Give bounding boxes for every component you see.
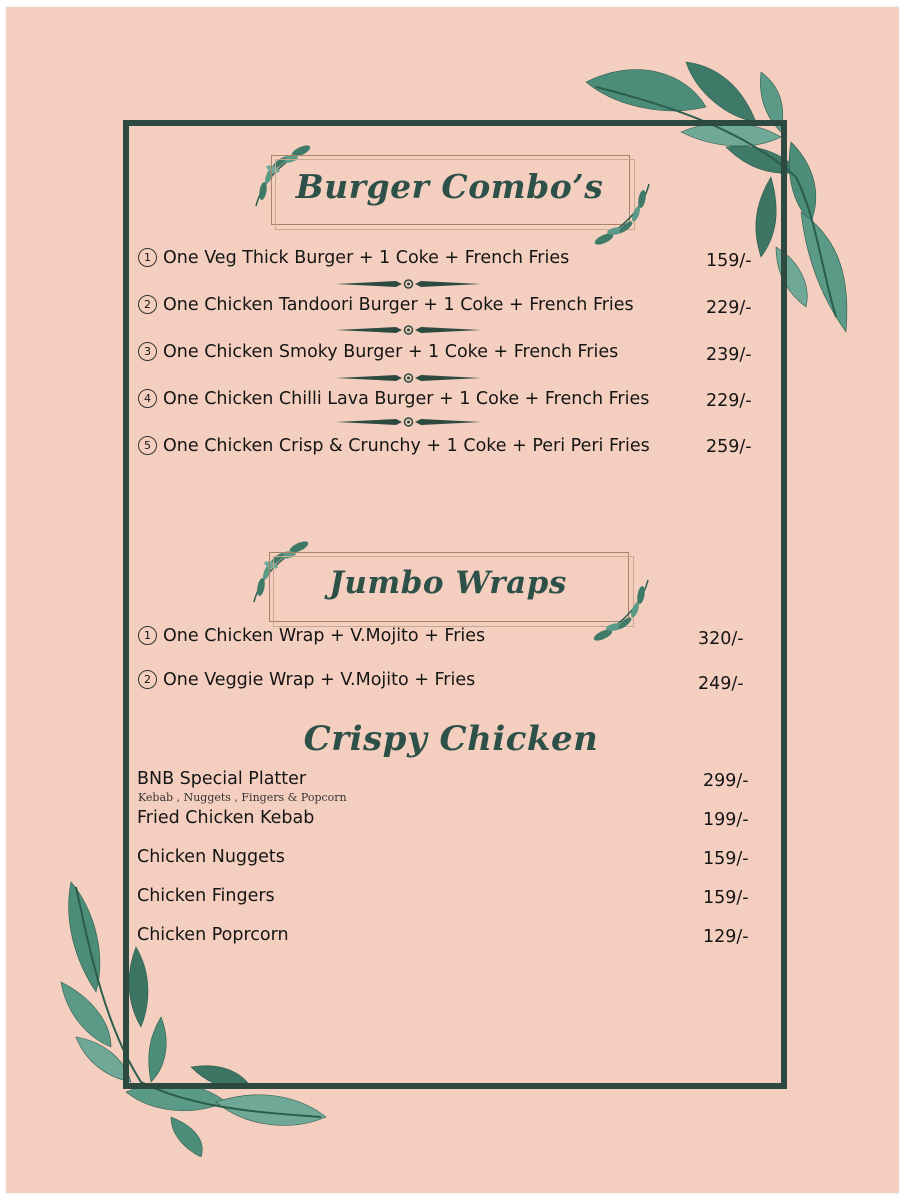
item-price: 159/- (703, 849, 749, 869)
ornament-divider-icon (336, 323, 481, 337)
ornament-divider-icon (336, 371, 481, 385)
item-price: 239/- (706, 345, 752, 365)
item-name: One Veg Thick Burger + 1 Coke + French Fries (163, 248, 570, 268)
item-number-badge: 1 (138, 248, 157, 267)
ornament-divider-icon (336, 415, 481, 429)
item-price: 320/- (698, 629, 744, 649)
list-item-name: Chicken Fingers (137, 886, 275, 906)
item-price: 159/- (706, 251, 752, 271)
item-price: 249/- (698, 674, 744, 694)
item-number-badge: 2 (138, 670, 157, 689)
item-name: One Chicken Smoky Burger + 1 Coke + French Fries (163, 342, 619, 362)
item-name: One Chicken Crisp & Crunchy + 1 Coke + Peri Peri Fries (163, 436, 650, 456)
menu-page (6, 7, 899, 1193)
burger-section-title: Burger Combo’s (295, 167, 604, 206)
list-item-name: Fried Chicken Kebab (137, 808, 315, 828)
list-item-name: Chicken Nuggets (137, 847, 285, 867)
item-name: One Chicken Tandoori Burger + 1 Coke + French Fries (163, 295, 634, 315)
list-item (138, 295, 634, 315)
list-item-name: BNB Special Platter (137, 769, 307, 789)
item-number-badge: 5 (138, 436, 157, 455)
item-price: 259/- (706, 437, 752, 457)
wraps-section-title: Jumbo Wraps (329, 565, 567, 601)
list-item-name: Chicken Poprcorn (137, 925, 289, 945)
item-number-badge: 4 (138, 389, 157, 408)
item-description: Kebab , Nuggets , Fingers & Popcorn (138, 791, 347, 804)
list-item (138, 389, 649, 409)
item-number-badge: 3 (138, 342, 157, 361)
list-item (138, 670, 475, 690)
item-name: One Chicken Wrap + V.Mojito + Fries (163, 626, 486, 646)
ornament-divider-icon (336, 277, 481, 291)
item-number-badge: 2 (138, 295, 157, 314)
list-item (138, 436, 650, 456)
item-name: One Veggie Wrap + V.Mojito + Fries (163, 670, 476, 690)
item-number-badge: 1 (138, 626, 157, 645)
list-item (138, 342, 618, 362)
item-price: 229/- (706, 298, 752, 318)
item-price: 229/- (706, 391, 752, 411)
list-item (138, 626, 485, 646)
item-price: 199/- (703, 810, 749, 830)
item-price: 299/- (703, 771, 749, 791)
item-name: One Chicken Chilli Lava Burger + 1 Coke + French Fries (163, 389, 650, 409)
item-price: 129/- (703, 927, 749, 947)
item-price: 159/- (703, 888, 749, 908)
list-item (138, 248, 569, 268)
chicken-section-title: Crispy Chicken (303, 719, 599, 759)
